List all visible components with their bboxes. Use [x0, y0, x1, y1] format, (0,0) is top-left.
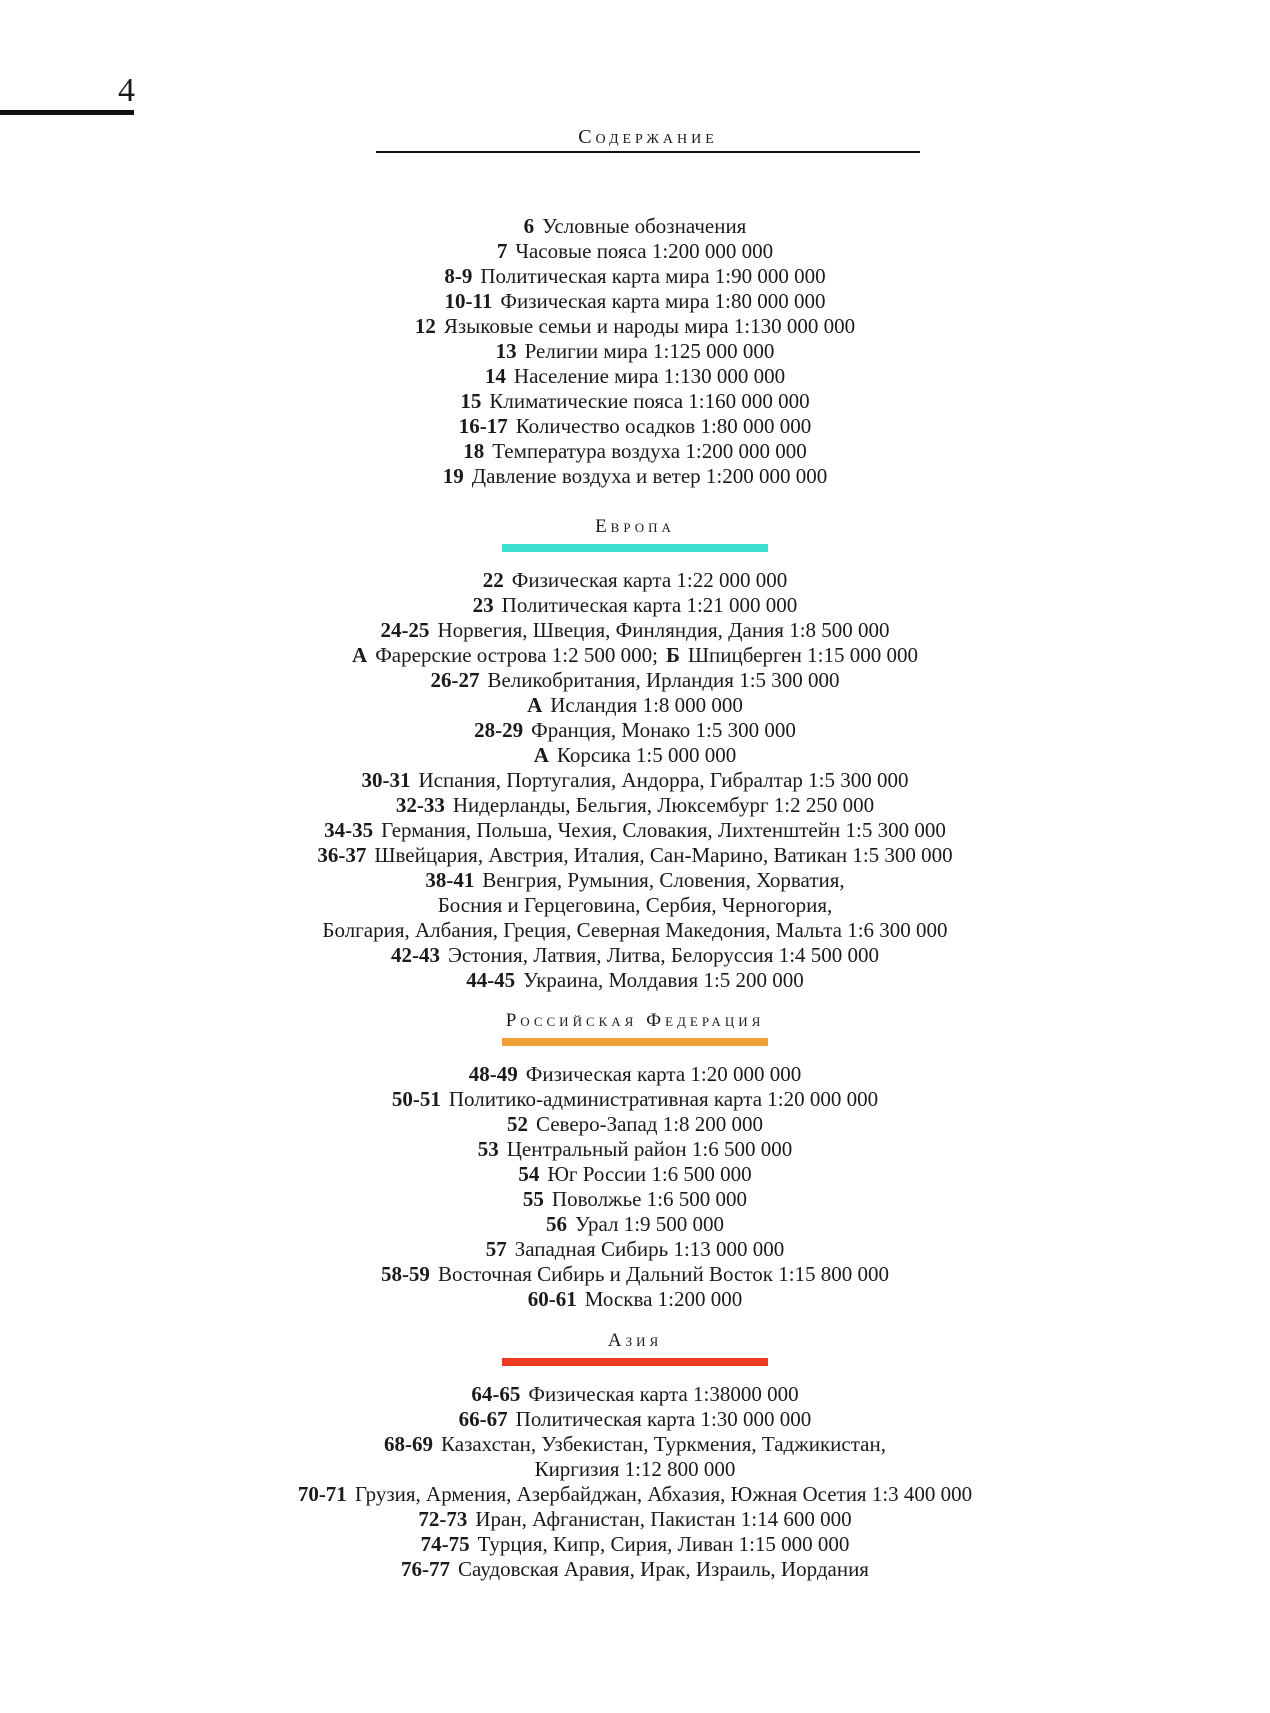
toc-entry [0, 239, 1270, 264]
entry-page-number: 54 [518, 1162, 540, 1186]
toc-entry [0, 843, 1270, 868]
entry-title: Великобритания, Ирландия 1:5 300 000 [487, 668, 840, 692]
entry-page-number: 6 [523, 214, 535, 238]
entry-page-number: 28-29 [474, 718, 524, 742]
toc-entry [0, 943, 1270, 968]
entry-title: Украина, Молдавия 1:5 200 000 [523, 968, 804, 992]
entry-page-number: 12 [414, 314, 436, 338]
entry-page-number: 58-59 [380, 1262, 430, 1286]
entry-page-number: 64-65 [471, 1382, 521, 1406]
europe-title: Европа [595, 516, 675, 537]
russia-color-bar [502, 1038, 768, 1046]
entry-title: Северо-Запад 1:8 200 000 [535, 1112, 764, 1136]
entry-title: Исландия 1:8 000 000 [550, 693, 743, 717]
entry-page-number: 18 [463, 439, 485, 463]
entry-title: Центральный район 1:6 500 000 [506, 1137, 793, 1161]
entry-title: Фарерские острова 1:2 500 000; [375, 643, 658, 667]
toc-entry [0, 768, 1270, 793]
entry-title: Испания, Португалия, Андорра, Гибралтар 1:5 300 000 [418, 768, 909, 792]
toc-entry [0, 618, 1270, 643]
entry-title: Физическая карта 1:20 000 000 [525, 1062, 802, 1086]
asia-list [0, 1382, 1270, 1582]
toc-entry [0, 868, 1270, 893]
entry-title: Религии мира 1:125 000 000 [524, 339, 775, 363]
asia-section [0, 1330, 1270, 1582]
entry-page-number: 32-33 [395, 793, 445, 817]
entry-title: Физическая карта 1:22 000 000 [511, 568, 788, 592]
entry-title: Западная Сибирь 1:13 000 000 [514, 1237, 785, 1261]
general-section [0, 214, 1270, 489]
entry-title: Болгария, Албания, Греция, Северная Македония, Мальта 1:6 300 000 [322, 918, 948, 942]
europe-list [0, 568, 1270, 993]
toc-entry [0, 1187, 1270, 1212]
toc-entry [0, 793, 1270, 818]
entry-title: Эстония, Латвия, Литва, Белоруссия 1:4 500 000 [447, 943, 880, 967]
entry-page-number: 56 [545, 1212, 567, 1236]
toc-entry [0, 339, 1270, 364]
entry-title: Часовые пояса 1:200 000 000 [515, 239, 774, 263]
toc-entry [0, 364, 1270, 389]
russia-title: Российская Федерация [505, 1010, 765, 1031]
entry-inset-letter: А [533, 743, 549, 767]
entry-page-number: 14 [484, 364, 506, 388]
toc-entry [0, 1112, 1270, 1137]
toc-entry [0, 289, 1270, 314]
entry-page-number: 38-41 [425, 868, 475, 892]
toc-entry [0, 1407, 1270, 1432]
toc-entry [0, 1432, 1270, 1457]
entry-title: Казахстан, Узбекистан, Туркмения, Таджикистан, [441, 1432, 886, 1456]
entry-title: Грузия, Армения, Азербайджан, Абхазия, Южная Осетия 1:3 400 000 [354, 1482, 973, 1506]
entry-title: Политико-административная карта 1:20 000 000 [448, 1087, 879, 1111]
entry-title: Население мира 1:130 000 000 [513, 364, 786, 388]
toc-entry [0, 1382, 1270, 1407]
toc-entry [0, 1457, 1270, 1482]
entry-page-number: 76-77 [401, 1557, 451, 1581]
entry-page-number: 19 [442, 464, 464, 488]
entry-title: Саудовская Аравия, Ирак, Израиль, Иордания [458, 1557, 869, 1581]
entry-page-number: 30-31 [361, 768, 411, 792]
toc-entry [0, 389, 1270, 414]
entry-page-number: 23 [472, 593, 494, 617]
entry-page-number: 15 [460, 389, 482, 413]
entry-page-number: 70-71 [297, 1482, 347, 1506]
entry-page-number: 68-69 [384, 1432, 434, 1456]
entry-page-number: 36-37 [317, 843, 367, 867]
toc-entry [0, 1162, 1270, 1187]
toc-entry [0, 1262, 1270, 1287]
entry-title: Поволжье 1:6 500 000 [551, 1187, 748, 1211]
toc-entry [0, 214, 1270, 239]
toc-entry [0, 1482, 1270, 1507]
entry-title: Иран, Афганистан, Пакистан 1:14 600 000 [475, 1507, 852, 1531]
entry-page-number: 66-67 [458, 1407, 508, 1431]
entry-page-number: 74-75 [420, 1532, 470, 1556]
entry-page-number: 26-27 [430, 668, 480, 692]
toc-entry [0, 968, 1270, 993]
entry-page-number: 42-43 [390, 943, 440, 967]
entry-title: Турция, Кипр, Сирия, Ливан 1:15 000 000 [477, 1532, 850, 1556]
entry-page-number: 60-61 [527, 1287, 577, 1311]
general-list [0, 214, 1270, 489]
toc-heading-rule [376, 151, 920, 153]
toc-entry [0, 718, 1270, 743]
toc-entry [0, 593, 1270, 618]
entry-inset-letter: Б [665, 643, 680, 667]
russia-list [0, 1062, 1270, 1312]
entry-page-number: 72-73 [418, 1507, 468, 1531]
entry-title: Физическая карта мира 1:80 000 000 [500, 289, 826, 313]
entry-page-number: 8-9 [444, 264, 473, 288]
page-number-rule [0, 110, 134, 115]
toc-entry [0, 1287, 1270, 1312]
entry-title: Швейцария, Австрия, Италия, Сан-Марино, Ватикан 1:5 300 000 [374, 843, 953, 867]
toc-entry [0, 1237, 1270, 1262]
entry-page-number: 13 [495, 339, 517, 363]
toc-entry [0, 668, 1270, 693]
toc-entry [0, 414, 1270, 439]
entry-page-number: 7 [496, 239, 508, 263]
toc-entry [0, 1557, 1270, 1582]
toc-entry [0, 439, 1270, 464]
entry-title: Киргизия 1:12 800 000 [534, 1457, 736, 1481]
russia-section [0, 1010, 1270, 1312]
entry-title: Количество осадков 1:80 000 000 [515, 414, 812, 438]
entry-title: Языковые семьи и народы мира 1:130 000 000 [443, 314, 856, 338]
toc-entry [0, 264, 1270, 289]
entry-page-number: 48-49 [468, 1062, 518, 1086]
entry-title: Температура воздуха 1:200 000 000 [492, 439, 807, 463]
toc-entry [0, 314, 1270, 339]
entry-title: Условные обозначения [542, 214, 747, 238]
entry-title: Юг России 1:6 500 000 [547, 1162, 752, 1186]
toc-entry [0, 1507, 1270, 1532]
entry-title: Москва 1:200 000 [584, 1287, 743, 1311]
toc-entry [0, 1212, 1270, 1237]
toc-entry [0, 1062, 1270, 1087]
europe-section [0, 516, 1270, 993]
entry-title: Политическая карта мира 1:90 000 000 [480, 264, 826, 288]
asia-color-bar [502, 1358, 768, 1366]
entry-page-number: 10-11 [444, 289, 493, 313]
entry-page-number: 55 [522, 1187, 544, 1211]
toc-entry [0, 818, 1270, 843]
entry-title: Шпицберген 1:15 000 000 [687, 643, 918, 667]
toc-entry [0, 743, 1270, 768]
page-number: 4 [118, 72, 135, 109]
entry-title: Восточная Сибирь и Дальний Восток 1:15 800 000 [437, 1262, 890, 1286]
entry-title: Венгрия, Румыния, Словения, Хорватия, [482, 868, 845, 892]
entry-title: Физическая карта 1:38000 000 [528, 1382, 799, 1406]
entry-page-number: 44-45 [466, 968, 516, 992]
toc-entry [0, 568, 1270, 593]
entry-page-number: 16-17 [458, 414, 508, 438]
entry-page-number: 22 [482, 568, 504, 592]
entry-title: Политическая карта 1:21 000 000 [501, 593, 798, 617]
toc-entry [0, 464, 1270, 489]
entry-title: Германия, Польша, Чехия, Словакия, Лихтенштейн 1:5 300 000 [381, 818, 946, 842]
europe-color-bar [502, 544, 768, 552]
toc-heading: Содержание [578, 126, 718, 148]
toc-entry [0, 918, 1270, 943]
toc-entry [0, 893, 1270, 918]
toc-entry [0, 693, 1270, 718]
toc-entry [0, 1087, 1270, 1112]
entry-title: Давление воздуха и ветер 1:200 000 000 [471, 464, 828, 488]
toc-entry [0, 1532, 1270, 1557]
toc-entry [0, 1137, 1270, 1162]
entry-title: Политическая карта 1:30 000 000 [515, 1407, 812, 1431]
asia-title: Азия [607, 1330, 663, 1351]
entry-page-number: 57 [485, 1237, 507, 1261]
entry-title: Босния и Герцеговина, Сербия, Черногория, [437, 893, 833, 917]
entry-page-number: 53 [477, 1137, 499, 1161]
entry-page-number: 34-35 [324, 818, 374, 842]
entry-page-number: 24-25 [380, 618, 430, 642]
entry-inset-letter: А [527, 693, 543, 717]
entry-title: Климатические пояса 1:160 000 000 [489, 389, 810, 413]
toc-entry [0, 643, 1270, 668]
entry-title: Корсика 1:5 000 000 [556, 743, 737, 767]
entry-title: Норвегия, Швеция, Финляндия, Дания 1:8 500 000 [437, 618, 890, 642]
entry-title: Урал 1:9 500 000 [574, 1212, 725, 1236]
entry-title: Франция, Монако 1:5 300 000 [531, 718, 796, 742]
entry-title: Нидерланды, Бельгия, Люксембург 1:2 250 000 [452, 793, 875, 817]
entry-page-number: 52 [506, 1112, 528, 1136]
entry-inset-letter: А [352, 643, 368, 667]
entry-page-number: 50-51 [391, 1087, 441, 1111]
